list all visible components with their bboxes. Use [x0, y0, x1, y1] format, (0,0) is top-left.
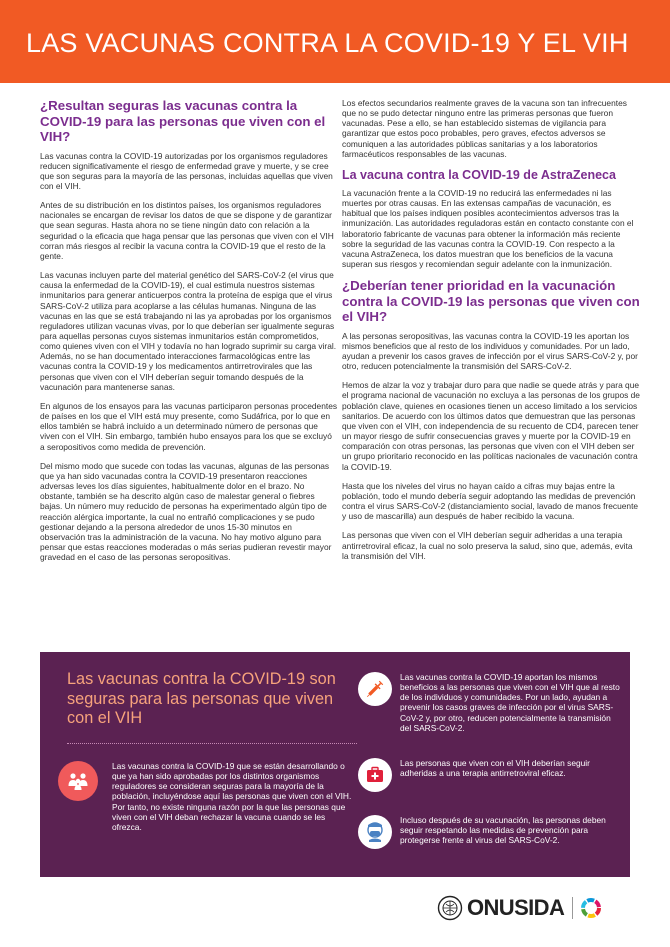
callout-item-syringe [358, 672, 620, 733]
face-mask-icon [358, 815, 392, 849]
paragraph: Las personas que viven con el VIH deberían seguir adheridas a una terapia antirretroviral eficaz, la cual no solo preserva la salud, sino que, además, evita la transmisión del VIH. [342, 530, 633, 561]
priority-heading: ¿Deberían tener prioridad en la vacunación contra la COVID-19 las personas que viven con el VIH? [342, 278, 640, 325]
people-icon [58, 761, 98, 801]
callout-item-people [58, 761, 353, 832]
un-emblem-icon [437, 895, 463, 921]
callout-text: Incluso después de su vacunación, las personas deben seguir respetando las medidas de prevención para protegerse frente al virus del SARS-CoV-2. [400, 815, 606, 846]
paragraph: Las vacunas contra la COVID-19 autorizadas por los organismos reguladores reducen significativamente el riesgo de enfermedad grave y muerte, y se cree que son seguras para la mayoría de las personas, incluidas aquellas que viven con el VIH. [40, 150, 333, 191]
callout-text: Las vacunas contra la COVID-19 aportan los mismos beneficios a las personas que viven con el VIH que al resto de los individuos y comunidades. Por un lado, ayudan a prevenir los casos graves de infección por el virus SARS-CoV-2 y, por otro, reducen potencialmente la transmisión del SARS-CoV-2. [400, 672, 620, 733]
callout-text: Las personas que viven con el VIH deberían seguir adheridas a una terapia antirretroviral eficaz. [400, 758, 590, 779]
left-column [40, 98, 338, 562]
page-title: LAS VACUNAS CONTRA LA COVID-19 Y EL VIH [26, 28, 629, 58]
safety-heading: ¿Resultan seguras las vacunas contra la COVID-19 para las personas que viven con el VIH? [40, 98, 326, 144]
paragraph: Antes de su distribución en los distintos países, los organismos reguladores nacionales se encargan de revisar los datos de que se dispone y de garantizar que sean seguras. Hasta ahora no se tiene ningún dato con relación a la seguridad o la eficacia que haga pensar que las personas que viven con el VIH corran más riesgos al recibir la vacuna contra la COVID-19 que el resto de la gente. [40, 200, 334, 261]
paragraph: Hemos de alzar la voz y trabajar duro para que nadie se quede atrás y para que el programa nacional de vacunación no excluya a las personas de los grupos de población clave, quienes en ocasiones tienen un acceso limitado a los servicios sanitarios. De acuerdo con los últimos datos que demuestran que las personas que viven con el VIH, con independencia de su recuento de CD4, parecen tener un mayor riesgo de sufrir consecuencias graves y muerte por la COVID-19 en comparación con otras personas, las personas que viven con el VIH deben ser un grupo prioritario reconocido en las políticas nacionales de vacunación contra la COVID-19. [342, 380, 640, 472]
callout-title: Las vacunas contra la COVID-19 son seguras para las personas que viven con el VIH [67, 670, 336, 727]
syringe-icon [358, 672, 392, 706]
callout-item-mask [358, 815, 620, 849]
medkit-icon [358, 758, 392, 792]
title-banner [0, 0, 670, 83]
sdg-wheel-icon [579, 896, 603, 920]
logo-separator [572, 897, 573, 919]
paragraph: La vacunación frente a la COVID-19 no reducirá las enfermedades ni las muertes por otras causas. En las extensas campañas de vacunación, es habitual que los países indiquen posibles acontecimientos adversos tras la inmunización. Las autoridades reguladoras están en contacto constante con el laboratorio fabricante de vacunas para obtener la información más reciente sobre la seguridad de las vacunas contra la COVID-19. Con respecto a la vacuna AstraZeneca, los datos muestran que los beneficios de la vacuna superan sus riesgos y recomiendan seguir adelante con la inmunización. [342, 187, 634, 270]
dotted-divider [67, 743, 357, 744]
logo-wordmark: ONUSIDA [467, 895, 565, 920]
paragraph: Hasta que los niveles del virus no hayan caído a cifras muy bajas entre la población, todo el mundo debería seguir adoptando las medidas de prevención contra el virus SARS-CoV-2 (distanciamiento social, lavado de manos frecuente y uso de mascarilla) aun después de haber recibido la vacuna. [342, 480, 639, 522]
onusida-logo [437, 893, 603, 923]
paragraph: Los efectos secundarios realmente graves de la vacuna son tan infrecuentes que no se pudo detectar ninguno entre las primeras personas que fueron vacunadas. Pese a ello, se han establecido sistemas de vigilancia para garantizar que estos poco probables, pero graves, efectos adversos se comuniquen a las autoridades públicas sanitarias y a los laboratorios farmacéuticos responsables de las vacunas. [342, 98, 627, 159]
astrazeneca-heading: La vacuna contra la COVID-19 de AstraZeneca [342, 167, 616, 182]
callout-text: Las vacunas contra la COVID-19 que se están desarrollando o que ya han sido aprobadas por los distintos organismos reguladores se consideran seguras para la mayoría de la población, incluyéndose aquí las personas que viven con el VIH. Por tanto, no existe ninguna razón por la que las personas que viven con el VIH deban rechazar la vacuna cuando se les ofrezca. [112, 761, 352, 832]
paragraph: Las vacunas incluyen parte del material genético del SARS-CoV-2 (el virus que causa la enfermedad de la COVID-19), el cual estimula nuestros sistemas inmunitarios para generar anticuerpos contra la proteína de espiga que el virus SARS-CoV-2 utiliza para acoplarse a las células humanas. Ninguna de las vacunas en las que se está trabajando ni las ya aprobadas por los organismos reguladores utilizan vacunas vivas, por lo que deberían ser igualmente seguras para aquellas personas cuyos sistemas inmunitarios están comprometidos, como quienes viven con el VIH y todavía no han logrado suprimir su carga viral. Además, no se han documentado interacciones farmacológicas entre las vacunas contra la COVID-19 y los medicamentos antirretrovirales que las personas que viven con el VIH deberían seguir tomando después de la vacunación para mantenerse sanas. [40, 270, 337, 392]
paragraph: En algunos de los ensayos para las vacunas participaron personas procedentes de países en los que el VIH está muy presente, como Sudáfrica, por lo que en ellos también se habrá incluido a un determinado número de personas que viven con el VIH. Sin embargo, también hubo ensayos para los que se excluyó a seropositivos como medida de prevención. [40, 400, 338, 452]
right-column [342, 98, 640, 561]
callout-item-medkit [358, 758, 620, 792]
paragraph: A las personas seropositivas, las vacunas contra la COVID-19 les aportan los mismos beneficios que al resto de los individuos y comunidades. Por un lado, ayudan a prevenir los casos graves de infección por el virus SARS-CoV-2 y, por otro, reducen potencialmente la transmisión del SARS-CoV-2. [342, 330, 638, 372]
paragraph: Del mismo modo que sucede con todas las vacunas, algunas de las personas que ya han sido vacunadas contra la COVID-19 presentaron reacciones adversas leves los días siguientes, habitualmente dolor en el brazo. No obstante, también se ha descrito algún caso de malestar general o fiebres bajas. Un número muy reducido de personas ha experimentado algún tipo de reacción alérgica importante, la cual no entrañó complicaciones y se pudo gestionar dejando a la persona alrededor de unos 15-30 minutos en observación tras la administración de la vacuna. No hay motivo alguno para pensar que estas reacciones moderadas o más serias pudieran revestir mayor gravedad en el caso de las personas seropositivas. [40, 460, 332, 563]
callout-box [40, 652, 630, 877]
